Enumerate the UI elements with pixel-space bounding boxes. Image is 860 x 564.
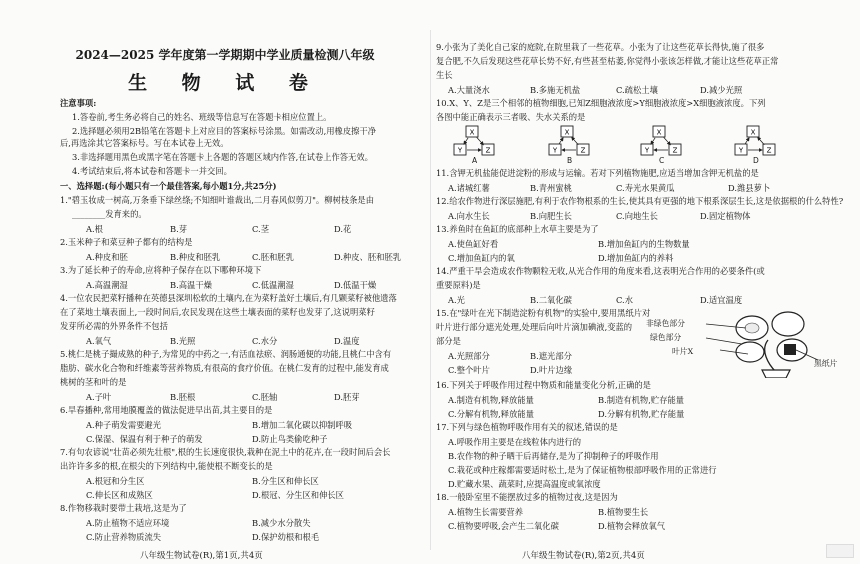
q16-text: 16.下列关于呼吸作用过程中物质和能量变化分析,正确的是 — [436, 380, 651, 390]
q2-opt-b[interactable]: B.种皮和胚乳 — [170, 252, 221, 262]
q8-opt-b[interactable]: B.减少水分散失 — [252, 518, 311, 528]
water-flow-arrow — [464, 138, 468, 144]
q18-opt-c[interactable]: C.植物要呼吸,会产生二氧化碳 — [448, 521, 559, 531]
page-footer-left: 八年级生物试卷(R),第1页,共4页 — [140, 551, 263, 561]
q14-opt-a[interactable]: A.光 — [448, 295, 465, 305]
q1-opt-b[interactable]: B.芽 — [170, 224, 188, 234]
q15-text-2: 叶片进行部分遮光处理,处理后向叶片滴加碘液,变蓝的 — [436, 322, 633, 332]
q5-opt-c[interactable]: C.胚轴 — [252, 392, 278, 402]
q8-opt-a[interactable]: A.防止植物不适应环境 — [86, 518, 170, 528]
cell-diagram-d — [735, 126, 775, 155]
q17-text: 17.下列与绿色植物呼吸作用有关的叙述,错误的是 — [436, 422, 618, 432]
q2-opt-c[interactable]: C.胚和胚乳 — [252, 252, 294, 262]
q7-opt-b[interactable]: B.分生区和伸长区 — [252, 476, 319, 486]
water-flow-arrow — [477, 137, 484, 145]
q4-text: 4.一位农民把菜籽播种在英德县深圳松软的土壤内,在为菜籽盖好土壤后,有几颗菜籽被他遗落 — [60, 293, 397, 303]
q4-opt-a[interactable]: A.氧气 — [86, 336, 112, 346]
q1-opt-a[interactable]: A.根 — [86, 224, 103, 234]
label-green: 绿色部分 — [650, 333, 682, 342]
q18-opt-b[interactable]: B.植物要生长 — [598, 507, 649, 517]
q13-text: 13.养鱼时在鱼缸的底部种上水草主要是为了 — [436, 224, 599, 234]
q11-opt-c[interactable]: C.寿光水果黄瓜 — [616, 183, 675, 193]
q1-text: 1."碧玉妆成一树高,万条垂下绿丝绦;不知细叶谁裁出,二月春风似剪刀"。柳树枝条是由 — [60, 195, 375, 205]
cell-label-x: X — [564, 128, 570, 137]
q5-opt-b[interactable]: B.胚根 — [170, 392, 196, 402]
q8-text: 8.作物移栽时要带土栽培,这是为了 — [60, 503, 187, 513]
q15-text: 15.在"绿叶在光下制造淀粉有机物"的实验中,要用黑纸片对 — [436, 308, 651, 318]
label-non-green: 非绿色部分 — [646, 319, 685, 328]
q14-opt-c[interactable]: C.水 — [616, 295, 633, 305]
q7-opt-d[interactable]: D.根冠、分生区和伸长区 — [252, 490, 344, 500]
q9-opt-b[interactable]: B.多施无机盐 — [530, 85, 581, 95]
q15-text-3: 部分是 — [436, 336, 461, 346]
q13-opt-a[interactable]: A.使鱼缸好看 — [448, 239, 499, 249]
q18-opt-a[interactable]: A.植物生长需要营养 — [448, 507, 524, 517]
q4-text-2: 在了菜地土壤表面上,一段时间后,农民发现在这些土壤表面的菜籽也发芽了,这说明菜籽 — [60, 307, 375, 317]
q13-opt-b[interactable]: B.增加鱼缸内的生物数量 — [598, 239, 690, 249]
q13-opt-c[interactable]: C.增加鱼缸内的氧 — [448, 253, 515, 263]
q8-opt-c[interactable]: C.防止营养物质流失 — [86, 532, 162, 542]
q15-opt-b[interactable]: B.遮光部分 — [530, 351, 572, 361]
q12-opt-b[interactable]: B.向肥生长 — [530, 211, 572, 221]
q9-opt-d[interactable]: D.减少光照 — [700, 85, 743, 95]
cell-label-z: Z — [485, 146, 491, 155]
q8-opt-d[interactable]: D.保护幼根和根毛 — [252, 532, 320, 542]
cell-label-x: X — [750, 128, 756, 137]
cell-label-y: Y — [738, 146, 744, 155]
notice-heading: 注意事项: — [60, 98, 97, 108]
q4-opt-c[interactable]: C.水分 — [252, 336, 278, 346]
q9-opt-a[interactable]: A.大量浇水 — [448, 85, 490, 95]
q7-opt-a[interactable]: A.根冠和分生区 — [86, 476, 145, 486]
water-flow-arrow — [559, 138, 563, 144]
q7-opt-c[interactable]: C.伸长区和成熟区 — [86, 490, 153, 500]
cell-label-z: Z — [766, 146, 772, 155]
q6-opt-a[interactable]: A.种子萌发需要避光 — [86, 420, 162, 430]
q1-opt-c[interactable]: C.茎 — [252, 224, 269, 234]
notice-3: 3.非选择题用黑色或黑字笔在答题卡上各题的答题区域内作答,在试卷上作答无效。 — [72, 152, 373, 162]
diagram-label-c: C — [659, 156, 665, 165]
q11-opt-a[interactable]: A.诸城红薯 — [448, 183, 490, 193]
q5-opt-d[interactable]: D.胚芽 — [334, 392, 360, 402]
cell-label-y: Y — [457, 146, 463, 155]
q14-opt-b[interactable]: B.二氧化碳 — [530, 295, 572, 305]
q12-opt-a[interactable]: A.向水生长 — [448, 211, 490, 221]
q17-opt-c[interactable]: C.栽花或种庄稼都需要适时松土,是为了保证植物根部呼吸作用的正常进行 — [448, 465, 717, 475]
q2-opt-d[interactable]: D.种皮、胚和胚乳 — [334, 252, 402, 262]
right-column — [430, 0, 860, 564]
q17-opt-a[interactable]: A.呼吸作用主要是在线粒体内进行的 — [448, 437, 582, 447]
q16-opt-a[interactable]: A.制造有机物,释放能量 — [448, 395, 534, 405]
q3-opt-d[interactable]: D.低温干燥 — [334, 280, 377, 290]
q2-text: 2.玉米种子和菜豆种子都有的结构是 — [60, 237, 193, 247]
q1-opt-d[interactable]: D.花 — [334, 224, 352, 234]
q18-text: 18.一般卧室里不能摆放过多的植物过夜,这是因为 — [436, 492, 618, 502]
q6-opt-b[interactable]: B.增加二氧化碳以抑制呼吸 — [252, 420, 353, 430]
exam-subtitle: 生 物 试 卷 — [128, 72, 322, 94]
q10-text-2: 各图中能正确表示三者吸、失水关系的是 — [436, 112, 586, 122]
q9-opt-c[interactable]: C.疏松土壤 — [616, 85, 658, 95]
q14-opt-d[interactable]: D.适宜温度 — [700, 295, 743, 305]
cell-label-y: Y — [552, 146, 558, 155]
q12-opt-d[interactable]: D.固定植物体 — [700, 211, 751, 221]
notice-4: 4.考试结束后,将本试卷和答题卡一并交回。 — [72, 166, 232, 176]
q5-text-2: 脂肪、碳水化合物和纤维素等营养物质,有很高的食疗价值。在桃仁发育的过程中,能发育成 — [60, 363, 389, 373]
label-leaf-x: 叶片X — [672, 347, 694, 356]
q16-opt-c[interactable]: C.分解有机物,释放能量 — [448, 409, 534, 419]
cell-diagrams — [452, 124, 832, 166]
q12-text: 12.给农作物进行深层施肥,有利于农作物根系的生长,使其具有更强的地下根系深层生长,这是依据根的什么特性? — [436, 196, 844, 206]
cell-diagram-svg — [452, 124, 832, 166]
cell-label-y: Y — [644, 146, 650, 155]
section-heading: 一、选择题:(每小题只有一个最佳答案,每小题1分,共25分) — [60, 181, 277, 191]
cell-label-x: X — [656, 128, 662, 137]
cell-diagram-a — [454, 126, 494, 155]
q4-opt-b[interactable]: B.光照 — [170, 336, 196, 346]
water-flow-arrow — [664, 137, 671, 145]
q14-text: 14.严重干旱会造成农作物颗粒无收,从光合作用的角度来看,这表明光合作用的必要条件(或 — [436, 266, 765, 276]
q9-text-2: 复合肥,不久后发现这些花草长势不好,有些甚至枯萎,你觉得小张该怎样做,才能让这些花草正常 — [436, 56, 779, 66]
q16-opt-d[interactable]: D.分解有机物,贮存能量 — [598, 409, 685, 419]
q15-opt-c[interactable]: C.整个叶片 — [448, 365, 490, 375]
notice-1: 1.答卷前,考生务必将自己的姓名、班级等信息写在答题卡相应位置上。 — [72, 112, 332, 122]
page-footer-right: 八年级生物试卷(R),第2页,共4页 — [522, 551, 645, 561]
q5-text-3: 桃树的茎和叶的是 — [60, 377, 127, 387]
diagram-label-b: B — [567, 156, 573, 165]
q7-text: 7.有句农谚说"壮苗必须先壮根",根的生长速度很快,栽种在泥土中的花卉,在一段时间后会长 — [60, 447, 391, 457]
water-flow-arrow — [651, 138, 655, 144]
diagram-label-d: D — [753, 156, 759, 165]
q1-text-2: ________发育来的。 — [72, 209, 147, 219]
q3-opt-a[interactable]: A.高温潮湿 — [86, 280, 128, 290]
water-flow-arrow — [745, 138, 749, 144]
exam-title: 2024—2025 学年度第一学期期中学业质量检测八年级 — [75, 48, 375, 62]
label-black-paper: 黑纸片 — [814, 359, 838, 368]
q5-opt-a[interactable]: A.子叶 — [86, 392, 112, 402]
water-flow-arrow — [758, 137, 765, 145]
q12-opt-c[interactable]: C.向地生长 — [616, 211, 658, 221]
notice-2a: 2.选择题必须用2B铅笔在答题卡上对应目的答案标号涂黑。如需改动,用橡皮擦干净 — [72, 126, 377, 136]
cell-diagram-b — [549, 126, 589, 155]
q11-opt-b[interactable]: B.青州蜜桃 — [530, 183, 572, 193]
q17-opt-d[interactable]: D.贮藏水果、蔬菜时,应提高温度或氧浓度 — [448, 479, 601, 489]
q13-opt-d[interactable]: D.增加鱼缸内的养料 — [598, 253, 674, 263]
q6-opt-d[interactable]: D.防止鸟类偷吃种子 — [252, 434, 328, 444]
q15-opt-d[interactable]: D.叶片边缘 — [530, 365, 573, 375]
cell-label-z: Z — [672, 146, 678, 155]
q5-text: 5.桃仁是桃子撮成熟的种子,为常见的中药之一,有活血祛瘀、润肠通便的功能,且桃仁中含有 — [60, 349, 392, 359]
q3-opt-b[interactable]: B.高温干燥 — [170, 280, 212, 290]
q6-opt-c[interactable]: C.保湿、保温有利于种子的萌发 — [86, 434, 203, 444]
q9-text: 9.小张为了美化自己家的庭院,在院里栽了一些花草。小张为了让这些花草长得快,施了很多 — [436, 42, 765, 52]
q17-opt-b[interactable]: B.农作物的种子晒干后再储存,是为了抑制种子的呼吸作用 — [448, 451, 659, 461]
notice-2b: 后,再选涂其它答案标号。写在本试卷上无效。 — [60, 138, 229, 148]
plant-figure — [646, 306, 856, 378]
water-flow-arrow — [572, 137, 579, 145]
q3-opt-c[interactable]: C.低温潮湿 — [252, 280, 294, 290]
q7-text-2: 出许许多多的根,在根尖的下列结构中,能使根不断变长的是 — [60, 461, 273, 471]
q4-text-3: 发芽所必需的外界条件不包括 — [60, 321, 168, 331]
q4-opt-d[interactable]: D.温度 — [334, 336, 360, 346]
q9-text-3: 生长 — [436, 70, 453, 80]
q18-opt-d[interactable]: D.植物会释放氧气 — [598, 521, 666, 531]
q14-text-2: 重要原料)是 — [436, 280, 481, 290]
q11-text: 11.含钾无机盐能促进淀粉的形成与运输。若对下列植物施肥,应适当增加含钾无机盐的是 — [436, 168, 759, 178]
q6-text: 6.旱春播种,常用地膜覆盖的做法促进早出苗,其主要目的是 — [60, 405, 273, 415]
watermark-logo — [826, 544, 854, 558]
q15-opt-a[interactable]: A.光照部分 — [448, 351, 490, 361]
cell-label-x: X — [469, 128, 475, 137]
q10-text: 10.X、Y、Z是三个相邻的植物细胞,已知Z细胞液浓度>Y细胞液浓度>X细胞液浓度。下列 — [436, 98, 766, 108]
q2-opt-a[interactable]: A.种皮和胚 — [86, 252, 128, 262]
diagram-label-a: A — [472, 156, 478, 165]
q11-opt-d[interactable]: D.潍县萝卜 — [728, 183, 771, 193]
q3-text: 3.为了延长种子的寿命,应将种子保存在以下哪种环境下 — [60, 265, 262, 275]
cell-diagram-c — [641, 126, 681, 155]
cell-label-z: Z — [580, 146, 586, 155]
q16-opt-b[interactable]: B.制造有机物,贮存能量 — [598, 395, 685, 405]
